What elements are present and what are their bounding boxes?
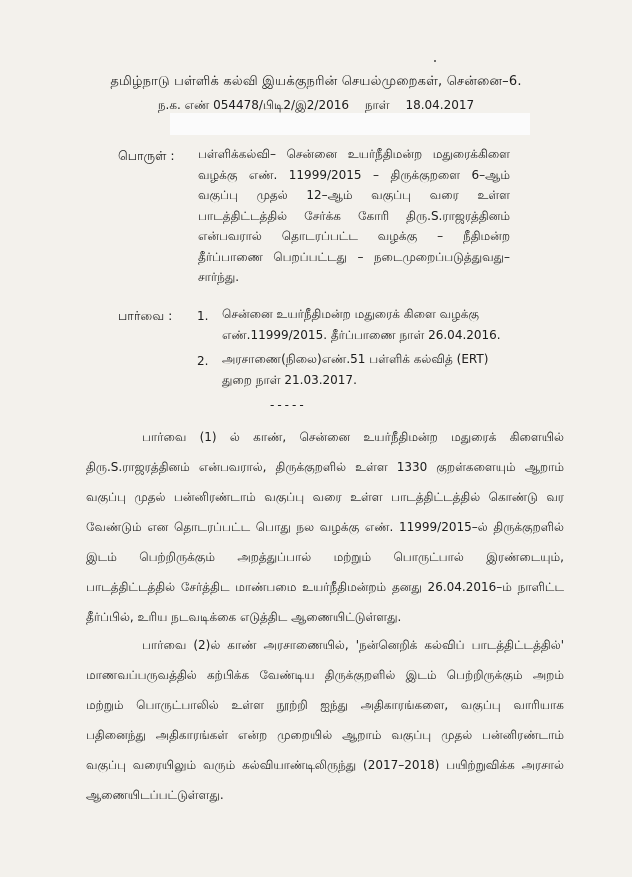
body-paragraph-2: பார்வை (2)ல் காண் அரசாணையில், 'நன்னெறிக் கல்விப் பாடத்திட்டத்தில்' மாணவப்பருவத்தில் கற்பிக்க வேண்டிய திருக்குறளில் இடம் பெற்றிருக்கும் அறம் மற்றும் பொருட்பாலில் உள்ள நூற்றி ஐந்து அதிகாரங்களை, வகுப்பு வாரியாக பதினைந்து அதிகாரங்கள் என்ற முறையில் ஆறாம் வகுப்பு முதல் பன்னிரண்டாம் வகுப்பு வரையிலும் வரும் கல்வியாண்டிலிருந்து (2017–2018) பயிற்றுவிக்க அரசால் ஆணையிடப்பட்டுள்ளது. xyxy=(86,638,564,802)
date-value: 18.04.2017 xyxy=(405,98,475,112)
reference-2-number: 2. xyxy=(197,354,209,368)
reference-1-text: சென்னை உயர்நீதிமன்ற மதுரைக் கிளை வழக்கு எண்.11999/2015. தீர்ப்பாணை நாள் 26.04.2016. xyxy=(222,307,501,342)
scan-speck xyxy=(434,60,436,62)
reference-number: ந.க. எண் 054478/பிடி2/இ2/2016 xyxy=(157,98,349,112)
redaction-block xyxy=(170,113,530,135)
reference-2-text: அரசாணை(நிலை)எண்.51 பள்ளிக் கல்வித் (ERT) துறை நாள் 21.03.2017. xyxy=(222,352,489,387)
separator: ----- xyxy=(270,398,307,412)
subject-label: பொருள் : xyxy=(118,148,175,163)
reference-line xyxy=(0,98,632,114)
reference-label: பார்வை : xyxy=(118,308,173,323)
date-label: நாள் xyxy=(364,98,390,112)
body-paragraph-1: பார்வை (1) ல் காண், சென்னை உயர்நீதிமன்ற மதுரைக் கிளையில் திரு.S.ராஜரத்தினம் என்பவரால், திருக்குறளில் உள்ள 1330 குறள்களையும் ஆறாம் வகுப்பு முதல் பன்னிரண்டாம் வகுப்பு வரை உள்ள பாடத்திட்டத்தில் கொண்டு வர வேண்டும் என தொடரப்பட்ட பொது நல வழக்கு எண். 11999/2015–ல் திருக்குறளில் இடம் பெற்றிருக்கும் அறத்துப்பால் மற்றும் பொருட்பால் இரண்டையும், பாடத்திட்டத்தில் சேர்த்திட மாண்பமை உயர்நீதிமன்றம் தனது 26.04.2016–ம் நாளிட்ட தீர்ப்பில், உரிய நடவடிக்கை எடுத்திட ஆணையிட்டுள்ளது. xyxy=(86,430,564,624)
office-title: தமிழ்நாடு பள்ளிக் கல்வி இயக்குநரின் செயல்முறைகள், சென்னை–6. xyxy=(110,74,522,89)
reference-1-number: 1. xyxy=(197,309,209,323)
subject-text: பள்ளிக்கல்வி– சென்னை உயர்நீதிமன்ற மதுரைக்கிளை வழக்கு எண். 11999/2015 – திருக்குறளை 6–ஆம் வகுப்பு முதல் 12–ஆம் வகுப்பு வரை உள்ள பாடத்திட்டத்தில் சேர்க்க கோரி திரு.S.ராஜரத்தினம் என்பவரால் தொடரப்பட்ட வழக்கு – நீதிமன்ற தீர்ப்பாணை பெறப்பட்டது – நடைமுறைப்படுத்துவது– சார்ந்து. xyxy=(198,147,510,284)
